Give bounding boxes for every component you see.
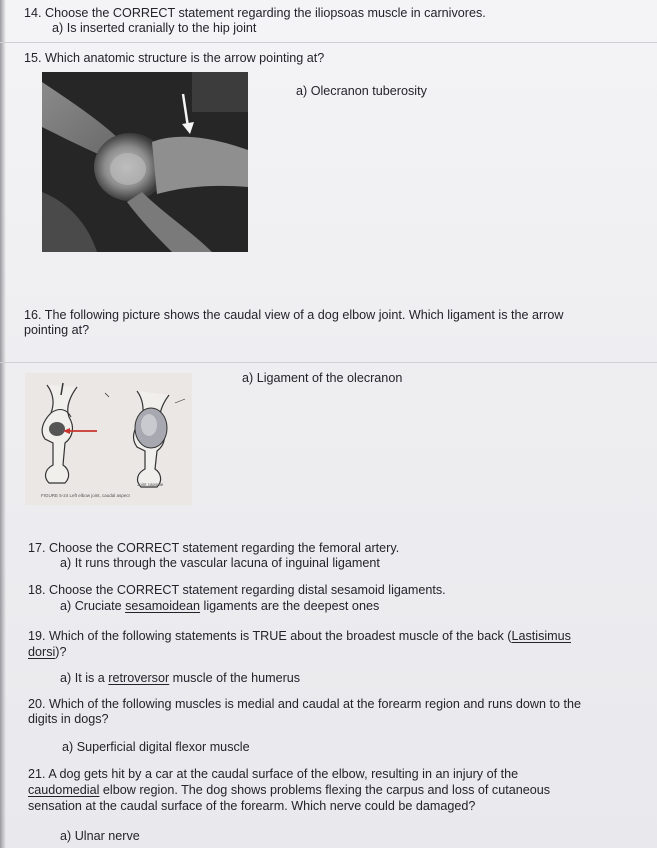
question-16-number: 16.: [24, 308, 42, 322]
elbow-ligament-diagram: [25, 373, 192, 505]
question-20-line1: [28, 697, 581, 712]
question-19-answer-underlined: retroversor: [108, 671, 170, 685]
question-21-line2: [28, 783, 550, 798]
question-18: [28, 583, 446, 598]
question-19-text-prefix: Which of the following statements is TRUE about the broadest muscle of the back (: [49, 629, 512, 643]
question-16-answer: a) Ligament of the olecranon: [242, 371, 403, 385]
question-19-text-underlined: Lastisimus: [511, 629, 571, 643]
question-18-answer-suffix: ligaments are the deepest ones: [200, 599, 380, 613]
question-14: [24, 6, 486, 21]
question-21-text-line3: sensation at the caudal surface of the forearm. Which nerve could be damaged?: [28, 799, 476, 813]
figure-caption: FIGURE 5-24 Left elbow joint, caudal aspect: [41, 493, 130, 498]
question-19-answer: [60, 671, 300, 686]
question-21-text-line1: A dog gets hit by a car at the caudal surface of the elbow, resulting in an injury of the: [48, 767, 519, 781]
question-21-text-line2-suffix: elbow region. The dog shows problems flexing the carpus and loss of cutaneous: [99, 783, 551, 797]
question-20-text-line2: digits in dogs?: [28, 712, 109, 726]
question-20-answer: a) Superficial digital flexor muscle: [62, 740, 250, 754]
question-19-text-line2-underlined: dorsi: [28, 645, 56, 659]
question-20-text-line1: Which of the following muscles is medial and caudal at the forearm region and runs down to the: [49, 697, 582, 711]
question-17-number: 17.: [28, 541, 46, 555]
question-16-line1: [24, 308, 564, 323]
question-18-answer-prefix: a) Cruciate: [60, 599, 126, 613]
question-19-answer-suffix: muscle of the humerus: [169, 671, 301, 685]
question-16-text-line2: pointing at?: [24, 323, 90, 337]
divider: [0, 362, 657, 363]
question-21-text-line2-underlined: caudomedial: [28, 783, 100, 797]
question-21-number: 21.: [28, 767, 46, 781]
question-14-text: Choose the CORRECT statement regarding the iliopsoas muscle in carnivores.: [45, 6, 486, 20]
figure-label-joint-capsule: Joint capsule: [137, 482, 164, 487]
divider: [0, 42, 657, 43]
question-14-number: 14.: [24, 6, 42, 20]
question-18-number: 18.: [28, 583, 46, 597]
question-15: [24, 51, 324, 66]
page-edge-shadow: [0, 0, 6, 848]
question-19-line2: [28, 645, 67, 660]
question-19-number: 19.: [28, 629, 46, 643]
question-17-text: Choose the CORRECT statement regarding the femoral artery.: [49, 541, 400, 555]
question-16-text-line1: The following picture shows the caudal view of a dog elbow joint. Which ligament is the arrow: [44, 308, 564, 322]
question-14-answer: a) Is inserted cranially to the hip joint: [52, 21, 257, 35]
question-15-answer: a) Olecranon tuberosity: [296, 84, 427, 98]
question-18-answer: [60, 599, 379, 614]
question-17: [28, 541, 399, 556]
elbow-xray-image: [42, 72, 248, 252]
question-15-number: 15.: [24, 51, 42, 65]
question-19-line1: [28, 629, 571, 644]
question-21-answer: a) Ulnar nerve: [60, 829, 140, 843]
question-17-answer: a) It runs through the vascular lacuna of inguinal ligament: [60, 556, 380, 570]
question-18-text: Choose the CORRECT statement regarding distal sesamoid ligaments.: [49, 583, 446, 597]
question-21-line1: [28, 767, 518, 782]
question-19-text-line2-suffix: )?: [55, 645, 67, 659]
question-15-text: Which anatomic structure is the arrow pointing at?: [45, 51, 325, 65]
question-19-answer-prefix: a) It is a: [60, 671, 109, 685]
question-20-number: 20.: [28, 697, 46, 711]
question-18-answer-underlined: sesamoidean: [125, 599, 201, 613]
